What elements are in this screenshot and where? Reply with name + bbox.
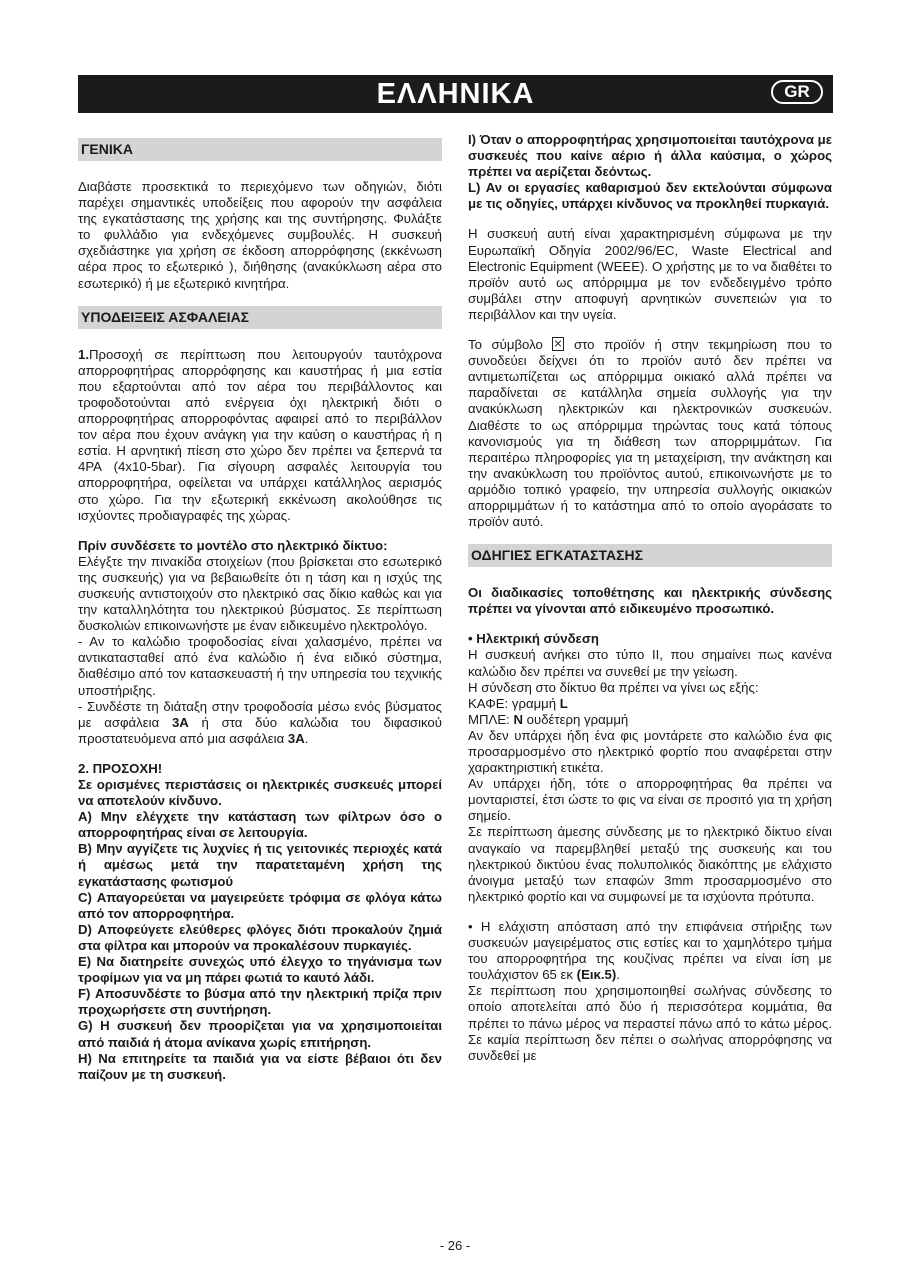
language-banner: [78, 75, 833, 113]
electrical-text-3: Αν δεν υπάρχει ήδη ένα φις μοντάρετε στο καλώδιο ένα φις προσαρμοσμένο στο ηλεκτρικό φορτίο που αναφέρεται στην χαρακτηριστική ετικέτα.: [468, 727, 832, 776]
distance-block: [468, 919, 832, 1064]
warning-intro: Σε ορισμένες περιστάσεις οι ηλεκτρικές συσκευές μπορεί να αποτελούν κίνδυνο.: [78, 777, 442, 809]
warnings-block: [78, 761, 442, 1083]
general-heading: ΓΕΝΙΚΑ: [78, 138, 442, 161]
fuse-rating-2: 3A: [287, 730, 305, 746]
figure-ref: (Εικ.5): [576, 967, 617, 983]
safety-item-1-text: Προσοχή σε περίπτωση που λειτουργούν ταυτόχρονα απορροφητήρας απορρόφησης και καυστήρας ή μια εστία που εξαρτούνται από τον αέρα του περιβάλλοντος και τροφοδοτούνται από ενέργεια όχι ηλεκτρική διότι ο απορροφητήρας απορροφόντας αφαιρεί από το περιβάλλον τον αέρα που έχουν ανάγκη για την καύση ο καυστήρας ή η εστία. Η αρνητική πίεση στο χώρο δεν πρέπει να ξεπερνά τα 4PA (4x10-5bar). Για σίγουρη ασφαλές λειτουργία του απορροφητήρα, οφείλεται να υπάρχει κατάλληλος αερισμός στο χώρο. Για την εξωτερική εκκένωση ακολούθησε τις ισχύοντες προδιαγραφές της χώρας.: [78, 346, 442, 523]
wire-brown-code: L: [559, 695, 568, 711]
install-intro: Οι διαδικασίες τοποθέτησης και ηλεκτρικής σύνδεσης πρέπει να γίνονται από ειδικευμένο προσωπικό.: [468, 585, 832, 617]
warning-e: E) Να διατηρείτε συνεχώς υπό έλεγχο το τηγάνισμα των τροφίμων για να μη πάρει φωτιά το καυτό λάδι.: [78, 954, 442, 986]
electrical-text-4: Αν υπάρχει ήδη, τότε ο απορροφητήρας θα πρέπει να μονταριστεί, έτσι ώστε το φις να είναι σε προσιτό για τη χρήση σημείο.: [468, 776, 832, 824]
electrical-title: • Ηλεκτρική σύνδεση: [468, 631, 599, 647]
weee-symbol-text: [468, 337, 832, 530]
right-column: [468, 132, 832, 1064]
weee-text: Η συσκευή αυτή είναι χαρακτηρισμένη σύμφωνα με την Ευρωπαϊκή Οδηγία 2002/96/EC, Waste Electrical and Electronic Equipment (WEEE). Ο χρήστης με το να διαθέτει το προϊόν αυτό ως απόρριμμα με τον ενδεδειγμένο τρόπο συμβάλει στην αποφυγή αρνητικών συνεπειών για το περιβάλλον και την υγεία.: [468, 226, 832, 322]
country-badge: GR: [771, 80, 823, 104]
connect-text-3c: .: [304, 730, 309, 746]
connect-text-3a: - Συνδέστε τη διάταξη στην τροφοδοσία μέσω ενός βύσματος με ασφάλεια: [78, 698, 442, 730]
warning-a: A) Μην ελέγχετε την κατάσταση των φίλτρων όσο ο απορροφητήρας είναι σε λειτουργία.: [78, 809, 442, 841]
warning-title: 2. ΠΡΟΣΟΧΗ!: [78, 760, 163, 776]
warnings-continued: [468, 132, 832, 212]
warning-b: B) Μην αγγίζετε τις λυχνίες ή τις γειτονικές περιοχές κατά ή αμέσως μετά την παρατεταμένη χρήση της εγκατάστασης φωτισμού: [78, 841, 442, 889]
install-heading: ΟΔΗΓΙΕΣ ΕΓΚΑΤΑΣΤΑΣΗΣ: [468, 544, 832, 567]
wire-brown-label: ΚΑΦΕ: γραμμή: [468, 695, 560, 711]
wire-blue: [468, 712, 832, 728]
distance-text: [468, 919, 832, 983]
electrical-text-2: Η σύνδεση στο δίκτυο θα πρέπει να γίνει ως εξής:: [468, 679, 759, 695]
fuse-rating-1: 3A: [171, 714, 189, 730]
safety-heading: ΥΠΟΔΕΙΞΕΙΣ ΑΣΦΑΛΕΙΑΣ: [78, 306, 442, 329]
left-column: [78, 132, 442, 1097]
connect-text-2: - Αν το καλώδιο τροφοδοσίας είναι χαλασμένο, πρέπει να αντικατασταθεί από ένα καλώδιο ή ένα ειδικό σύστημα, διαθέσιμο από τον κατασκευαστή ή την υπηρεσία του τεχνικής υποστήριξης.: [78, 634, 442, 698]
symbol-text-a: Το σύμβολο: [468, 337, 553, 353]
connect-text-3: [78, 699, 442, 747]
wire-blue-code: N: [513, 711, 523, 727]
warning-c: C) Απαγορεύεται να μαγειρεύετε τρόφιμα σε φλόγα κάτω από τον απορροφητήρα.: [78, 889, 442, 921]
general-text: Διαβάστε προσεκτικά το περιεχόμενο των οδηγιών, διότι παρέχει σημαντικές υποδείξεις που αφορούν την ασφάλεια της εγκατάστασης της χρήσης και της συντήρησης. Φυλάξτε το φυλλάδιο για ενδεχόμενες συμβουλές. Η συσκευή σχεδιάστηκε για χρήση σε έκδοση απορρόφησης (εκκένωση αέρα προς το εξωτερικό ), διήθησης (ανακύκλωση αέρα στο εσωτερικό) ή με εξωτερικό κινητήρα.: [78, 179, 442, 291]
warning-h: H) Να επιτηρείτε τα παιδιά για να είστε βέβαιοι ότι δεν παίζουν με τη συσκευή.: [78, 1050, 442, 1082]
warning-i: I) Όταν ο απορροφητήρας χρησιμοποιείται ταυτόχρονα με συσκευές που καίνε αέριο ή άλλα καύσιμα, ο χώρος πρέπει να αερίζεται δεόντως.: [468, 132, 832, 180]
symbol-text-b: στο προϊόν ή στην τεκμηρίωση που το συνοδεύει δείχνει ότι το προϊόν αυτό δεν πρέπει να αντιμετωπίζεται ως απόρριμμα οικιακό αλλά πρέπει να παραδίνεται σε κατάλληλα σημεία συλλογής για την ανακύκλωση ηλεκτρικών και ηλεκτρονικών συσκευών. Διαθέστε το ως απόρριμμα τηρώντας τους κατά τόπους κανονισμούς για τη διάθεση των απορριμμάτων. Για περαιτέρω πληροφορίες για τη μεταχείριση, την ανάκτηση και την ανακύκλωση του προϊόντος αυτού, επικοινωνήστε με το αρμόδιο τοπικό γραφείο, την υπηρεσία συλλογής οικιακών απορριμμάτων ή το κατάστημα από το οποίο αγοράσατε το προϊόν αυτό.: [468, 337, 832, 530]
page-number: - 26 -: [439, 1238, 471, 1253]
wire-blue-label: ΜΠΛΕ:: [468, 711, 514, 727]
safety-item-1-num: 1.: [78, 346, 89, 362]
electrical-text-1: Η συσκευή ανήκει στο τύπο II, που σημαίνει πως κανένα καλώδιο δεν πρέπει να συνεθεί με την γείωση.: [468, 647, 832, 679]
distance-text-b: .: [616, 967, 620, 983]
warning-l: L) Αν οι εργασίες καθαρισμού δεν εκτελούνται σύμφωνα με τις οδηγίες, υπάρχει κίνδυνος να προκληθεί πυρκαγιά.: [468, 180, 832, 212]
duct-text: Σε περίπτωση που χρησιμοποιηθεί σωλήνας σύνδεσης το οποίο αποτελείται από δύο ή περισσότερα κομμάτια, θα πρέπει το πάνω μέρος να περαστεί πάνω από το κάτω μέρος. Σε καμία περίπτωση δεν πέπει ο σωλήνας απορρόφησης να συνδεθεί με: [468, 983, 832, 1063]
language-title: ΕΛΛΗΝΙΚΑ: [376, 78, 535, 110]
wire-brown: [468, 696, 832, 712]
connect-text-3b: ή στα δύο καλώδια του διφασικού προστατευόμενα από μια ασφάλεια: [78, 714, 442, 746]
safety-item-1: [78, 347, 442, 524]
crossed-bin-icon: [552, 337, 564, 351]
warning-f: F) Αποσυνδέστε το βύσμα από την ηλεκτρική πρίζα πριν προχωρήσετε στη συντήρηση.: [78, 986, 442, 1018]
electrical-block: [468, 631, 832, 905]
warning-g: G) Η συσκευή δεν προορίζεται για να χρησιμοποιείται από παιδιά ή άτομα ανίκανα χωρίς επιτήρηση.: [78, 1018, 442, 1050]
connect-title: Πρίν συνδέσετε το μοντέλο στο ηλεκτρικό δίκτυο:: [78, 537, 388, 553]
distance-text-a: • Η ελάχιστη απόσταση από την επιφάνεια στήριξης των συσκευών μαγειρέματος στις εστίες και το χαμηλότερο τμήμα του απορροφητήρα της κουζίνας πρέπει να είναι ίση με τουλάχιστον 65 εκ: [468, 918, 832, 983]
connect-block: [78, 538, 442, 747]
connect-text-1: Ελέγξτε την πινακίδα στοιχείων (που βρίσκεται στο εσωτερικό της συσκευής) για να βεβαιωθείτε ότι η τάση και η ισχύς της συσκευής αντιστοιχούν στο ηλεκτρικό σας δίκιο καθώς και για την καταλληλότητα του ηλεκτρικού βύσματος. Σε περίπτωση δυσκολιών επικοινωνήστε με έναν ειδικευμένο ηλεκτρολόγο.: [78, 553, 442, 634]
wire-blue-rest: ουδέτερη γραμμή: [522, 711, 629, 727]
electrical-text-5: Σε περίπτωση άμεσης σύνδεσης με το ηλεκτρικό δίκτυο είναι αναγκαίο να παρεμβληθεί μεταξύ της συσκευής και του ηλεκτρικού δικτύου ένας πολυπολικός διακόπτης με ελάχιστο άνοιγμα μεταξύ των επαφών 3mm προσαρμοσμένο στο ηλεκτρικό φορτίο και να συμφωνεί με τα ισχύοντα πρότυπα.: [468, 824, 832, 904]
warning-d: D) Αποφεύγετε ελεύθερες φλόγες διότι προκαλούν ζημιά στα φίλτρα και μπορούν να προκαλέσουν πυρκαγιές.: [78, 921, 442, 953]
